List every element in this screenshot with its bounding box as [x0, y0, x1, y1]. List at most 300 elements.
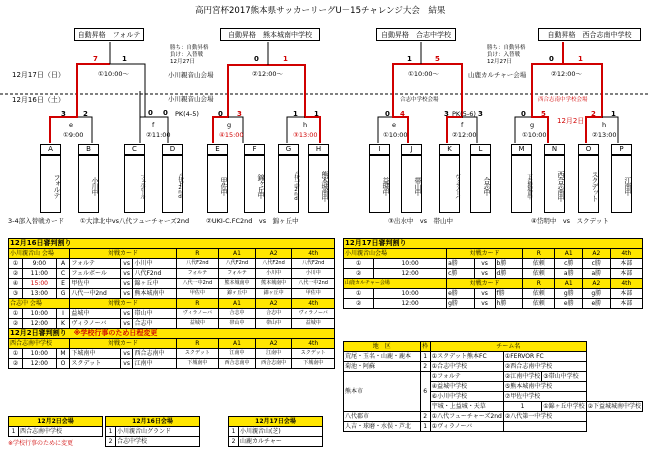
ref-cell-home: 甲佐中 [70, 279, 120, 289]
ref-cell-r: 下城南中 [176, 359, 219, 369]
s16-3r: 3 [237, 110, 242, 118]
ref2-h-card: 対戦カード [70, 339, 176, 349]
ref-row [344, 299, 643, 309]
ref-cell-away: 合志中 [133, 319, 176, 329]
region-team: ①FERVOR FC [503, 352, 586, 362]
m16-5-time: 10:00 [388, 131, 408, 139]
ref-cell-a2: e勝 [583, 299, 611, 309]
ref-cell-vs: vs [120, 349, 133, 359]
m17-4-time: 12:00～ [556, 70, 583, 78]
ref-cell-r: 八代F2nd [176, 259, 219, 269]
region-name: 菊池・阿蘇 [344, 362, 421, 372]
ref-cell-home: フェルボール [70, 269, 120, 279]
regions-table [343, 341, 643, 432]
ref-row [9, 319, 335, 329]
m16-5-no: ① [383, 131, 389, 139]
ref-cell-away: 八代F2nd [133, 269, 176, 279]
team-code-h: H [308, 144, 329, 155]
m16-2-pk: PK(4-5) [175, 110, 199, 118]
ref-cell-away: b勝 [495, 259, 523, 269]
team-code-l: L [470, 144, 491, 155]
m17-3 [408, 71, 439, 78]
ref-cell-4th: 八代一中2nd [292, 279, 335, 289]
ref-cell-home: フォルテ [70, 259, 120, 269]
m16-7-no: ① [522, 131, 528, 139]
s16-6r: 3 [478, 110, 483, 118]
s16-8l: 2 [591, 110, 596, 118]
ref-cell-code: A [56, 259, 70, 269]
m16-2-code: f [152, 121, 155, 129]
team-name-g: 八代一中2nd [278, 155, 299, 213]
ref2-venue: 西合志南中学校 [9, 339, 70, 349]
s16-1l: 3 [61, 110, 66, 118]
ref-cell-a1: 合志中 [219, 309, 256, 319]
ref-row [9, 349, 335, 359]
venue-box-row: 合志中学校 [116, 437, 200, 447]
ref-cell-4th: 甲佐中 [292, 289, 335, 299]
final-box-4: 自動昇格 西合志南中学校 [538, 28, 641, 41]
s16-2l: 0 [148, 109, 153, 117]
venue-box-index: 1 [229, 427, 239, 437]
ref-cell-away: 帯山中 [133, 309, 176, 319]
ref-cell-no: ② [9, 359, 23, 369]
ref-cell-code: C [56, 269, 70, 279]
ref-cell-no: ② [9, 269, 23, 279]
venue-box-index: 1 [9, 427, 19, 437]
ref-cell-no: ① [9, 349, 23, 359]
ref-row [9, 269, 335, 279]
ref-cell-vs: vs [474, 299, 495, 309]
ref17-h2-a1: A1 [555, 279, 583, 289]
ref-cell-4th: 本部 [610, 259, 642, 269]
team-code-o: O [578, 144, 599, 155]
region-team: ②江南中学校 [504, 372, 541, 380]
m17-1 [98, 71, 129, 78]
ref-cell-4th: 本部 [610, 289, 642, 299]
ref-cell-home: 八代一中2nd [70, 289, 120, 299]
ref17-h2-r: R [523, 279, 555, 289]
team-code-a: A [40, 144, 61, 155]
ref-cell-home: g勝 [447, 299, 475, 309]
score-17-2r: 1 [283, 55, 288, 63]
ref-cell-home: 下城南中 [70, 349, 120, 359]
ref17-h2-card: 対戦カード [447, 279, 523, 289]
ref-cell-time: 10:00 [374, 259, 447, 269]
ref17-h-card: 対戦カード [447, 249, 523, 259]
ref-cell-r: スクデット [176, 349, 219, 359]
ref-cell-vs: vs [120, 259, 133, 269]
ref17-venue2: 山鹿カルチャー会場 [344, 279, 447, 289]
ref-cell-code: K [56, 319, 70, 329]
ref17-title: 12月17日審判割り [344, 239, 643, 249]
team-code-g: G [278, 144, 299, 155]
ref-row [9, 289, 335, 299]
venue-box [228, 416, 323, 447]
region-team: ②八代第一中学校 [503, 412, 586, 422]
note-2c: 12月27日 [487, 59, 512, 65]
ref2-h-r: R [176, 339, 219, 349]
ref-cell-r: フォルテ [176, 269, 219, 279]
team-name-a: フォルテ [40, 155, 61, 213]
venue-box-title: 12月2日会場 [9, 417, 103, 427]
ref-row [344, 259, 643, 269]
bottom-left-label: 3-4部入替戦カード [8, 217, 65, 225]
bottom-m3: ③出水中 vs 帯山中 [388, 217, 454, 225]
ref-cell-vs: vs [120, 359, 133, 369]
team-name-f: 錦ヶ丘中 [244, 155, 265, 213]
note-1b: 負け：入替戦 [170, 52, 204, 58]
ref-cell-r: 益城中 [176, 319, 219, 329]
s16-8r: 1 [611, 110, 616, 118]
venue-yamaga: 山鹿カルチャー会場 [468, 71, 527, 79]
ref-cell-4th: 益城中 [292, 319, 335, 329]
team-code-d: D [162, 144, 183, 155]
s16-1r: 2 [83, 110, 88, 118]
ref16-h-4th: 4th [292, 249, 335, 259]
ref16-h2-card: 対戦カード [70, 299, 176, 309]
note-2a: 勝ち：自動昇格 [487, 45, 526, 51]
ref-cell-no: ① [9, 259, 23, 269]
team-name-d: 八代Ｆ2nd [162, 155, 183, 213]
ref-cell-4th: ヴィラノーバ [292, 309, 335, 319]
ref16-h2-a1: A1 [219, 299, 256, 309]
m16-8-time: 13:00 [597, 131, 617, 139]
regions-h-team: チーム名 [430, 342, 586, 352]
team-name-c: フェルボール [124, 155, 145, 213]
ref-cell-home: a勝 [447, 259, 475, 269]
ref-cell-a1: 錦ヶ丘中 [219, 289, 256, 299]
score-17-1l: 7 [93, 55, 98, 63]
ref-cell-no: ② [344, 299, 374, 309]
region-row [344, 412, 643, 422]
region-team: ①錦ヶ丘中学校 [543, 402, 585, 410]
ref-cell-code: E [56, 279, 70, 289]
ref16-h-card: 対戦カード [70, 249, 176, 259]
ref-cell-time: 12:00 [22, 319, 56, 329]
ref-cell-vs: vs [120, 289, 133, 299]
m16-3-time: 15:00 [224, 131, 244, 139]
ref-cell-time: 12:00 [22, 359, 56, 369]
ref16-h-a1: A1 [219, 249, 256, 259]
team-name-n: 西合志南中 [544, 155, 565, 213]
m17-2 [252, 71, 283, 78]
ref-cell-r: 依頼 [523, 259, 555, 269]
m16-8-code: h [602, 121, 607, 129]
m17-1-time: 10:00～ [103, 70, 130, 78]
region-team: ①ヴィラノーバ [430, 422, 503, 432]
region-team: ②下益城城南中学校 [587, 402, 641, 410]
m17-4 [551, 71, 582, 78]
ref-cell-away: 錦ヶ丘中 [133, 279, 176, 289]
ref-row [9, 259, 335, 269]
team-code-m: M [511, 144, 532, 155]
ref-cell-time: 10:00 [374, 289, 447, 299]
ref-cell-a1: a勝 [555, 269, 583, 279]
score-17-3r: 5 [435, 55, 440, 63]
team-code-p: P [611, 144, 632, 155]
ref-cell-no: ① [9, 309, 23, 319]
ref-cell-time: 12:00 [374, 299, 447, 309]
s16-3l: 0 [218, 110, 223, 118]
team-code-c: C [124, 144, 145, 155]
venue-box-row: 西合志南中学校 [19, 427, 103, 437]
ref-cell-code: G [56, 289, 70, 299]
team-name-p: 江南中 [611, 155, 632, 213]
s16-4l: 1 [293, 110, 298, 118]
m17-4-no: ② [551, 70, 557, 78]
region-name: 熊本市 [344, 372, 421, 412]
region-row [344, 362, 643, 372]
s16-5r: 4 [400, 110, 405, 118]
ref-cell-a1: 西合志南中 [219, 359, 256, 369]
team-code-i: I [369, 144, 390, 155]
s16-2r: 0 [163, 109, 168, 117]
s16-6l: 3 [444, 110, 449, 118]
ref-row [9, 359, 335, 369]
region-row [344, 372, 643, 382]
region-team: ①フォルテ [430, 372, 503, 382]
team-code-b: B [78, 144, 99, 155]
note-1c: 12月27日 [170, 59, 195, 65]
ref-cell-a2: 錦ヶ丘中 [255, 289, 292, 299]
team-code-j: J [401, 144, 422, 155]
venue-ogawa: 小川親音山会場 [168, 71, 214, 79]
score-17-3l: 1 [407, 55, 412, 63]
ref-cell-a1: 熊本城南中 [219, 279, 256, 289]
region-name: 荒尾・玉名・山鹿・鹿本 [344, 352, 421, 362]
m17-3-no: ① [408, 70, 414, 78]
m17-2-no: ② [252, 70, 258, 78]
ref-cell-away: 西合志南中 [133, 349, 176, 359]
ref-cell-a1: c勝 [555, 259, 583, 269]
ref-cell-code: M [56, 349, 70, 359]
ref-cell-a2: 熊本城南中 [255, 279, 292, 289]
region-team: ①スクデット熊本FC [430, 352, 503, 362]
regions-h-n: 枠 [420, 342, 430, 352]
ref-cell-time: 12:00 [374, 269, 447, 279]
ref-cell-a1: 帯山中 [219, 319, 256, 329]
ref-cell-r: 依頼 [523, 289, 555, 299]
venue-box-row: 小川親音山(芝) [239, 427, 323, 437]
bottom-m4: ④岱明中 vs スクデット [531, 217, 609, 225]
ref-row [9, 279, 335, 289]
m16-3-code: g [227, 121, 232, 129]
ref17-h-a1: A1 [555, 249, 583, 259]
ref-cell-no: ③ [9, 289, 23, 299]
ref-cell-a1: 江南中 [219, 349, 256, 359]
ref-cell-vs: vs [474, 289, 495, 299]
regions-h-region: 地 区 [344, 342, 421, 352]
final-box-3: 自動昇格 合志中学校 [376, 28, 456, 41]
ref16-table [8, 238, 335, 369]
team-name-j: 帯山中 [401, 155, 422, 213]
ref-cell-away: 熊本城南中 [133, 289, 176, 299]
final-box-1: 自動昇格 フォルテ [74, 28, 144, 41]
venue-box [8, 416, 103, 437]
ref-cell-4th: 下城南中 [292, 359, 335, 369]
team-code-e: E [207, 144, 228, 155]
team-name-l: 合志中 [470, 155, 491, 213]
ref16-h-a2: A2 [255, 249, 292, 259]
ref-cell-home: スクデット [70, 359, 120, 369]
dec2-label: 12月2日 [557, 117, 585, 125]
venue-nishi: 西合志南中学校会場 [538, 97, 588, 103]
ref-cell-a2: 小川中 [255, 269, 292, 279]
team-name-b: 小川中 [78, 155, 99, 213]
venue-box-title: 12月17日会場 [229, 417, 323, 427]
ref-cell-r: ヴィラノーバ [176, 309, 219, 319]
region-slots: 6 [420, 372, 430, 412]
region-slots: 1 [420, 422, 430, 432]
ref-cell-no: ① [344, 259, 374, 269]
ref-cell-a2: 八代F2nd [255, 259, 292, 269]
ref2-title: 12月2日審判割り [10, 329, 67, 337]
ref-cell-away: 小川中 [133, 259, 176, 269]
team-name-m: 下益城城南中 [511, 155, 532, 213]
ref-cell-r: 依頼 [523, 299, 555, 309]
m16-5-code: e [392, 121, 396, 129]
ref-cell-no: ④ [9, 279, 23, 289]
region-slots: 1 [420, 352, 430, 362]
ref16-h2-4th: 4th [292, 299, 335, 309]
m17-2-time: 12:00～ [257, 70, 284, 78]
m16-4-time: 13:00 [298, 131, 318, 139]
ref-row [344, 289, 643, 299]
venue-box-index: 2 [106, 437, 116, 447]
ref17-h2-a2: A2 [583, 279, 611, 289]
score-17-1r: 1 [122, 55, 127, 63]
ref-cell-away: h勝 [495, 299, 523, 309]
region-team: ⑥小川中学校 [430, 392, 503, 402]
ref-cell-vs: vs [120, 319, 133, 329]
venue-ogawa16: 小川親音山会場 [168, 95, 214, 103]
m16-1-time: 9:00 [68, 131, 84, 139]
ref-row [9, 309, 335, 319]
ref-cell-home: e勝 [447, 289, 475, 299]
region-team: ③帯山中学校 [542, 372, 586, 382]
ref-cell-code: O [56, 359, 70, 369]
ref-cell-away: d勝 [495, 269, 523, 279]
m16-6-no: ② [452, 131, 458, 139]
m17-1-no: ① [98, 70, 104, 78]
region-empty [503, 422, 586, 432]
ref-cell-a2: 江南中 [255, 349, 292, 359]
region-team: ②西合志南中学校 [503, 362, 586, 372]
m16-8-no: ② [592, 131, 598, 139]
region-row [344, 422, 643, 432]
m17-3-time: 10:00～ [413, 70, 440, 78]
ref16-title: 12月16日審判割り [9, 239, 335, 249]
ref16-h-r: R [176, 249, 219, 259]
bottom-m2: ②UKI-C.FC2nd vs 錦ヶ丘中 [206, 217, 299, 225]
ref-cell-time: 13:00 [22, 289, 56, 299]
ref-cell-home: 益城中 [70, 309, 120, 319]
score-17-4r: 1 [578, 55, 583, 63]
ref-cell-time: 10:00 [22, 349, 56, 359]
s16-5l: 0 [385, 110, 390, 118]
team-name-k: ヴィラノーバ [439, 155, 460, 213]
ref-cell-4th: 小川中 [292, 269, 335, 279]
region-team: ①合志中学校 [430, 362, 503, 372]
note-2b: 負け：入替戦 [487, 52, 521, 58]
venue-box-note: ※学校行事のために変更 [8, 440, 74, 447]
ref-cell-time: 10:00 [22, 309, 56, 319]
s16-7r: 5 [541, 110, 546, 118]
ref-cell-away: f勝 [495, 289, 523, 299]
ref-cell-4th: 本部 [610, 299, 642, 309]
ref-cell-r: 依頼 [523, 269, 555, 279]
region-slots: 2 [420, 412, 430, 422]
ref17-table [343, 238, 643, 309]
ref16-venue: 小川親音山 会場 [9, 249, 70, 259]
team-name-h: 熊本城南中 [308, 155, 329, 213]
bottom-m1: ①大津北中vs八代フューチャーズ2nd [80, 217, 190, 225]
ref17-venue: 小川親音山会場 [344, 249, 447, 259]
ref17-h-4th: 4th [610, 249, 642, 259]
region-team: ④益城中学校 [430, 382, 503, 392]
ref-cell-code: I [56, 309, 70, 319]
m16-6-pk: PK(5-6) [452, 110, 476, 118]
ref-cell-no: ② [9, 319, 23, 329]
m16-4-code: h [303, 121, 308, 129]
team-name-i: 益城中 [369, 155, 390, 213]
team-code-f: F [244, 144, 265, 155]
ref-cell-a2: 西合志南中 [255, 359, 292, 369]
m16-2-no: ② [146, 131, 152, 139]
region-slots: 1 [503, 402, 541, 412]
ref-cell-a1: g勝 [555, 289, 583, 299]
ref-row [344, 269, 643, 279]
ref-cell-a1: フォルテ [219, 269, 256, 279]
score-17-4l: 0 [549, 55, 554, 63]
ref-cell-a1: 八代F2nd [219, 259, 256, 269]
team-code-k: K [439, 144, 460, 155]
ref-cell-no: ② [344, 269, 374, 279]
m16-7-code: g [530, 121, 535, 129]
region-team: ①八代フューチャーズ2nd [431, 412, 502, 420]
ref-cell-home: ヴィラノーバ [70, 319, 120, 329]
ref2-note: ※学校行事のため日程変更 [73, 329, 158, 337]
ref2-h-4th: 4th [292, 339, 335, 349]
venue-box-row: 山鹿カルチャー [239, 437, 323, 447]
s16-4r: 1 [314, 110, 319, 118]
ref-cell-4th: 八代F2nd [292, 259, 335, 269]
s16-7l: 0 [521, 110, 526, 118]
venue-box [105, 416, 200, 447]
ref-cell-a2: g勝 [583, 289, 611, 299]
ref2-h-a1: A1 [219, 339, 256, 349]
ref16-h2-a2: A2 [255, 299, 292, 309]
m16-1-code: e [69, 121, 73, 129]
ref-cell-a2: 合志中 [255, 309, 292, 319]
region-name: 宇城・上益城・天草 [430, 402, 503, 412]
venue-box-title: 12月16日会場 [106, 417, 200, 427]
m16-6-code: f [461, 121, 464, 129]
ref-cell-time: 11:00 [22, 269, 56, 279]
ref-cell-r: 甲佐中 [176, 289, 219, 299]
m16-2-time: 11:00 [151, 131, 171, 139]
final-box-2: 自動昇格 熊本城南中学校 [220, 28, 320, 41]
venue-box-index: 2 [229, 437, 239, 447]
region-team: ⑤熊本城南中学校 [503, 382, 586, 392]
team-name-o: スクデット [578, 155, 599, 213]
ref-cell-home: c勝 [447, 269, 475, 279]
region-name: 八代郡市 [344, 412, 421, 422]
m16-3-no: ④ [219, 131, 225, 139]
team-name-e: 甲佐中 [207, 155, 228, 213]
ref17-h-a2: A2 [583, 249, 611, 259]
ref16-h2-r: R [176, 299, 219, 309]
